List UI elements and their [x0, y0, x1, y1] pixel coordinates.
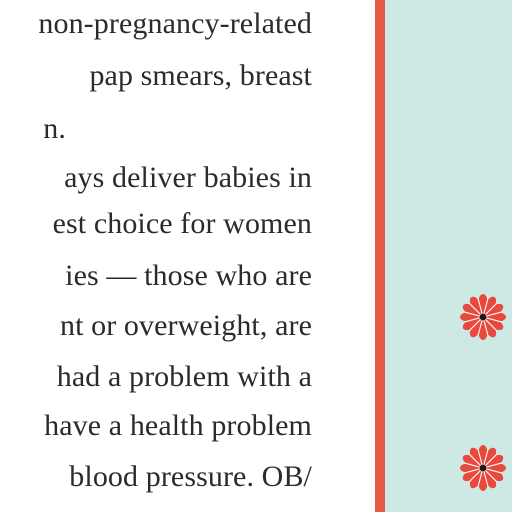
text-line: n. [43, 112, 66, 145]
text-line: nt or overweight, are [59, 309, 312, 342]
flower-icon [459, 293, 507, 341]
text-line: ays deliver babies in [64, 161, 312, 194]
text-line: ies — those who are [65, 259, 312, 292]
text-line: est choice for women [52, 207, 312, 240]
flower-center [480, 465, 487, 472]
accent-divider [375, 0, 385, 512]
text-line: have a health problem [44, 409, 312, 442]
text-line: non-pregnancy-related [38, 7, 312, 40]
text-line: blood pressure. OB/ [69, 460, 312, 493]
flower-icon [459, 444, 507, 492]
flower-center [480, 314, 487, 321]
text-line: pap smears, breast [89, 59, 312, 92]
side-panel [385, 0, 512, 512]
text-line: had a problem with a [56, 360, 312, 393]
